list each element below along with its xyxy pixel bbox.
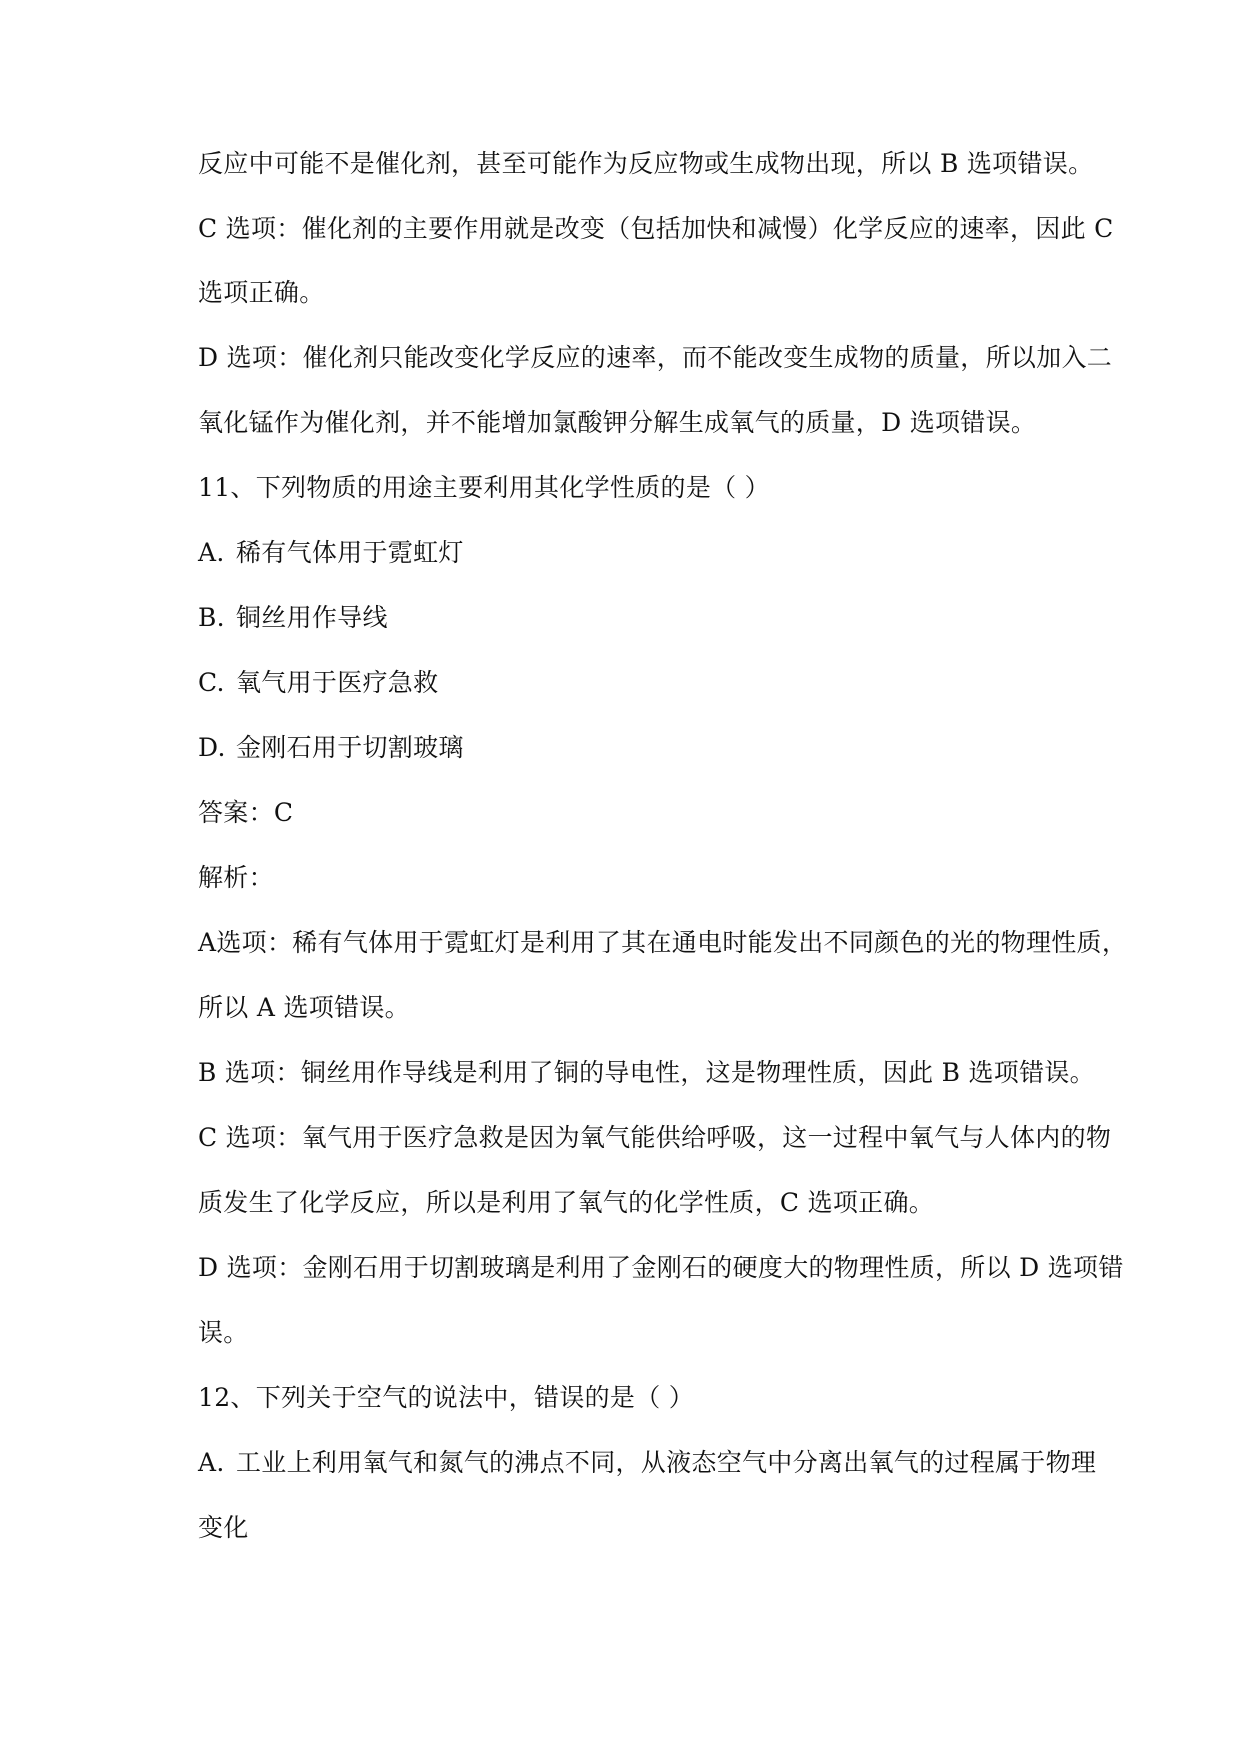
text-line: A选项：稀有气体用于霓虹灯是利用了其在通电时能发出不同颜色的光的物理性质， <box>198 928 1128 957</box>
option-letter: D. <box>198 733 226 762</box>
text-line: 所以 A 选项错误。 <box>198 993 410 1022</box>
option-text: 氧气用于医疗急救 <box>236 668 439 697</box>
text-line: 质发生了化学反应，所以是利用了氧气的化学性质，C 选项正确。 <box>198 1188 935 1217</box>
option-letter: A. <box>198 1448 225 1477</box>
text-line: C 选项：氧气用于医疗急救是因为氧气能供给呼吸，这一过程中氧气与人体内的物 <box>198 1123 1112 1152</box>
option-text: 铜丝用作导线 <box>236 603 388 632</box>
option-c <box>198 666 1098 700</box>
option-letter: A. <box>198 538 225 567</box>
question-12: 12、下列关于空气的说法中，错误的是（ ） <box>198 1383 695 1412</box>
text-line: 变化 <box>198 1513 249 1542</box>
option-text: 工业上利用氧气和氮气的沸点不同，从液态空气中分离出氧气的过程属于物理 <box>236 1448 1097 1477</box>
text-line: 反应中可能不是催化剂，甚至可能作为反应物或生成物出现，所以 B 选项错误。 <box>198 149 1094 178</box>
text-line: C 选项：催化剂的主要作用就是改变（包括加快和减慢）化学反应的速率，因此 C <box>198 214 1114 243</box>
text-line: D 选项：催化剂只能改变化学反应的速率，而不能改变生成物的质量，所以加入二 <box>198 343 1113 372</box>
text-line: 选项正确。 <box>198 278 325 307</box>
option-d <box>198 731 1098 765</box>
text-line: B 选项：铜丝用作导线是利用了铜的导电性，这是物理性质，因此 B 选项错误。 <box>198 1058 1095 1087</box>
analysis-heading: 解析： <box>198 863 274 892</box>
option-letter: B. <box>198 603 225 632</box>
option-text: 金刚石用于切割玻璃 <box>236 733 464 762</box>
question-11: 11、下列物质的用途主要利用其化学性质的是（ ） <box>198 473 770 502</box>
text-line: 误。 <box>198 1318 249 1347</box>
option-a <box>198 536 1098 570</box>
option-a <box>198 1446 1098 1480</box>
option-letter: C. <box>198 668 225 697</box>
text-line: D 选项：金刚石用于切割玻璃是利用了金刚石的硬度大的物理性质，所以 D 选项错 <box>198 1253 1124 1282</box>
text-line: 氧化锰作为催化剂，并不能增加氯酸钾分解生成氧气的质量，D 选项错误。 <box>198 408 1037 437</box>
option-text: 稀有气体用于霓虹灯 <box>236 538 464 567</box>
option-b <box>198 601 1098 635</box>
answer: 答案：C <box>198 798 294 827</box>
